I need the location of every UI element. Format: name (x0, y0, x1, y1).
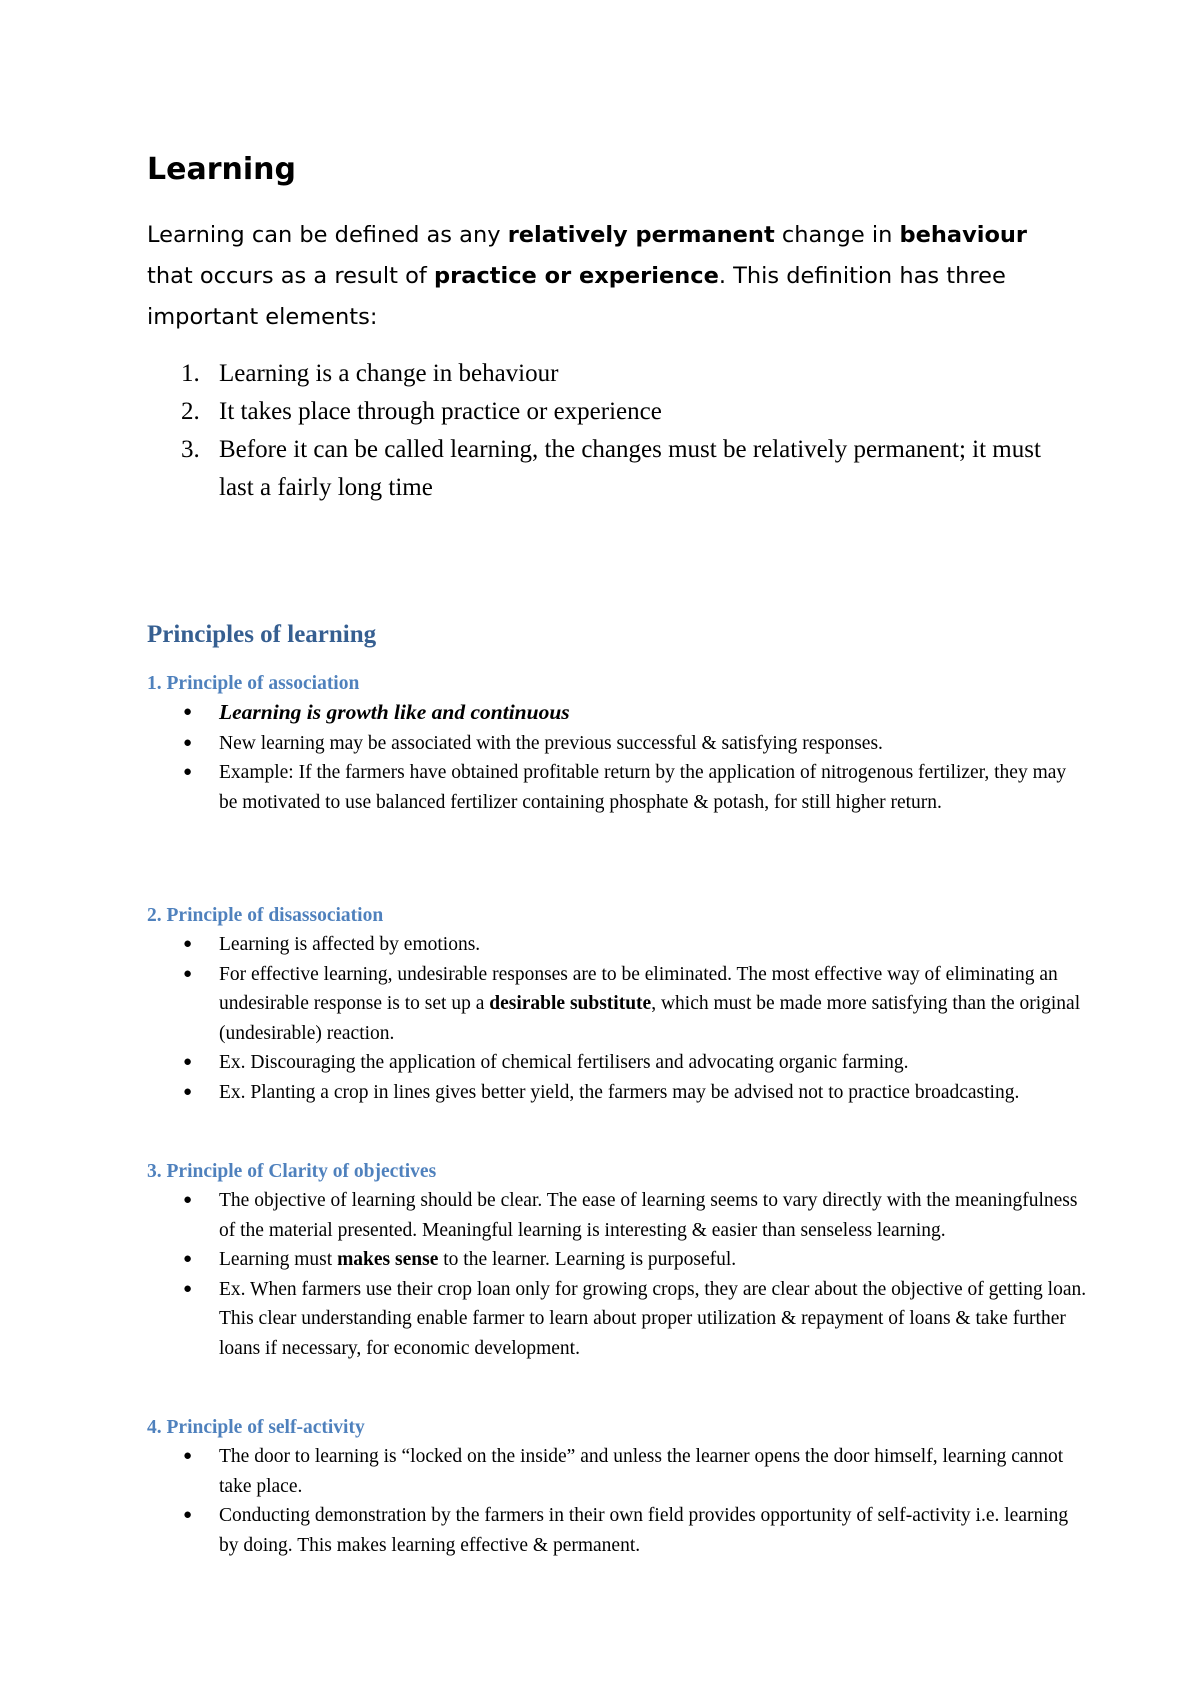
bullet-icon: ● (183, 1251, 193, 1267)
bullet-icon: ● (183, 1507, 193, 1523)
list-item-text: Before it can be called learning, the changes must be relatively permanent; it must last a fairly long time (219, 436, 1041, 501)
list-item-text: Learning is a change in behaviour (219, 360, 559, 387)
bullet-icon: ● (183, 1083, 193, 1100)
list-item-text: For effective learning, undesirable responses are to be eliminated. The most effective way of eliminating an undesirable response is to set up a (219, 963, 1058, 1014)
bullet-icon: ● (183, 764, 193, 780)
list-item-text: , which must be made more satisfying than the original (undesirable) reaction. (219, 993, 1081, 1044)
list-item-bold: desirable substitute (489, 993, 652, 1014)
list-item (147, 1048, 1087, 1078)
list-item (147, 758, 1087, 817)
list-item (147, 930, 1087, 960)
list-item-text: Learning must (219, 1249, 338, 1270)
principle-heading: 1. Principle of association (147, 673, 360, 694)
bullet-list (147, 698, 1087, 817)
intro-bold: practice or experience (434, 263, 719, 289)
principle-heading: 4. Principle of self-activity (147, 1417, 365, 1438)
list-item (147, 729, 1087, 759)
bullet-icon: ● (183, 704, 193, 720)
list-item (147, 1442, 1087, 1501)
bullet-icon: ● (183, 1448, 193, 1464)
list-number: 3. (181, 436, 200, 463)
bullet-icon: ● (183, 1054, 193, 1070)
list-item (147, 355, 1047, 393)
list-item (147, 393, 1047, 431)
list-number: 1. (181, 360, 200, 387)
bullet-list (147, 1186, 1087, 1363)
list-item (147, 431, 1047, 507)
definition-elements-list (147, 355, 1047, 507)
intro-paragraph (147, 215, 1077, 338)
list-number: 2. (181, 398, 200, 425)
list-item-text: to the learner. Learning is purposeful. (438, 1249, 737, 1270)
list-item-text: New learning may be associated with the previous successful & satisfying responses. (219, 732, 883, 754)
principles-heading: Principles of learning (147, 621, 377, 648)
list-item-text: Learning is growth like and continuous (219, 700, 570, 724)
bullet-list (147, 930, 1087, 1107)
principle-heading: 2. Principle of disassociation (147, 905, 384, 926)
principle-heading: 3. Principle of Clarity of objectives (147, 1161, 437, 1182)
bullet-icon: ● (183, 1280, 193, 1297)
bullet-icon: ● (183, 1192, 193, 1208)
list-item-text: Example: If the farmers have obtained profitable return by the application of nitrogenous fertilizer, they may be motivated to use balanced fertilizer containing phosphate & potash, for still higher return. (219, 762, 1067, 813)
list-item (147, 1186, 1087, 1245)
intro-text: Learning can be defined as any (147, 222, 508, 248)
list-item-text: Learning is affected by emotions. (219, 934, 481, 955)
list-item-text: The objective of learning should be clear. The ease of learning seems to vary directly with the meaningfulness of the material presented. Meaningful learning is interesting & easier than senseless learning. (219, 1190, 1078, 1241)
list-item-bold: makes sense (337, 1249, 439, 1270)
list-item-text: The door to learning is “locked on the inside” and unless the learner opens the door himself, learning cannot take place. (219, 1446, 1064, 1497)
bullet-icon: ● (183, 965, 193, 982)
list-item-text: Ex. Planting a crop in lines gives better yield, the farmers may be advised not to practice broadcasting. (219, 1081, 1020, 1103)
intro-bold: relatively permanent (507, 222, 775, 248)
intro-text: change in (774, 222, 900, 248)
intro-text: that occurs as a result of (147, 263, 434, 289)
list-item (147, 1501, 1087, 1560)
list-item (147, 1245, 1087, 1275)
principle-association (147, 670, 1087, 817)
intro-bold: behaviour (899, 222, 1028, 248)
list-item (147, 960, 1087, 1049)
intro-text: . This definition has three important elements: (147, 263, 1006, 330)
bullet-list (147, 1442, 1087, 1560)
list-item (147, 698, 1087, 729)
list-item (147, 1078, 1087, 1108)
list-item-text: Ex. When farmers use their crop loan only for growing crops, they are clear about the objective of getting loan. This clear understanding enable farmer to learn about proper utilization & repayment of loans & take further loans if necessary, for economic development. (219, 1278, 1087, 1359)
principle-self-activity (147, 1414, 1087, 1560)
principle-clarity (147, 1158, 1087, 1363)
bullet-icon: ● (183, 734, 193, 751)
page-title: Learning (147, 152, 296, 187)
list-item-text: It takes place through practice or experience (219, 398, 662, 425)
list-item-text: Conducting demonstration by the farmers in their own field provides opportunity of self-activity i.e. learning by doing. This makes learning effective & permanent. (219, 1505, 1069, 1556)
list-item (147, 1275, 1087, 1364)
list-item-text: Ex. Discouraging the application of chemical fertilisers and advocating organic farming. (219, 1052, 909, 1073)
principle-disassociation (147, 902, 1087, 1107)
bullet-icon: ● (183, 936, 193, 952)
